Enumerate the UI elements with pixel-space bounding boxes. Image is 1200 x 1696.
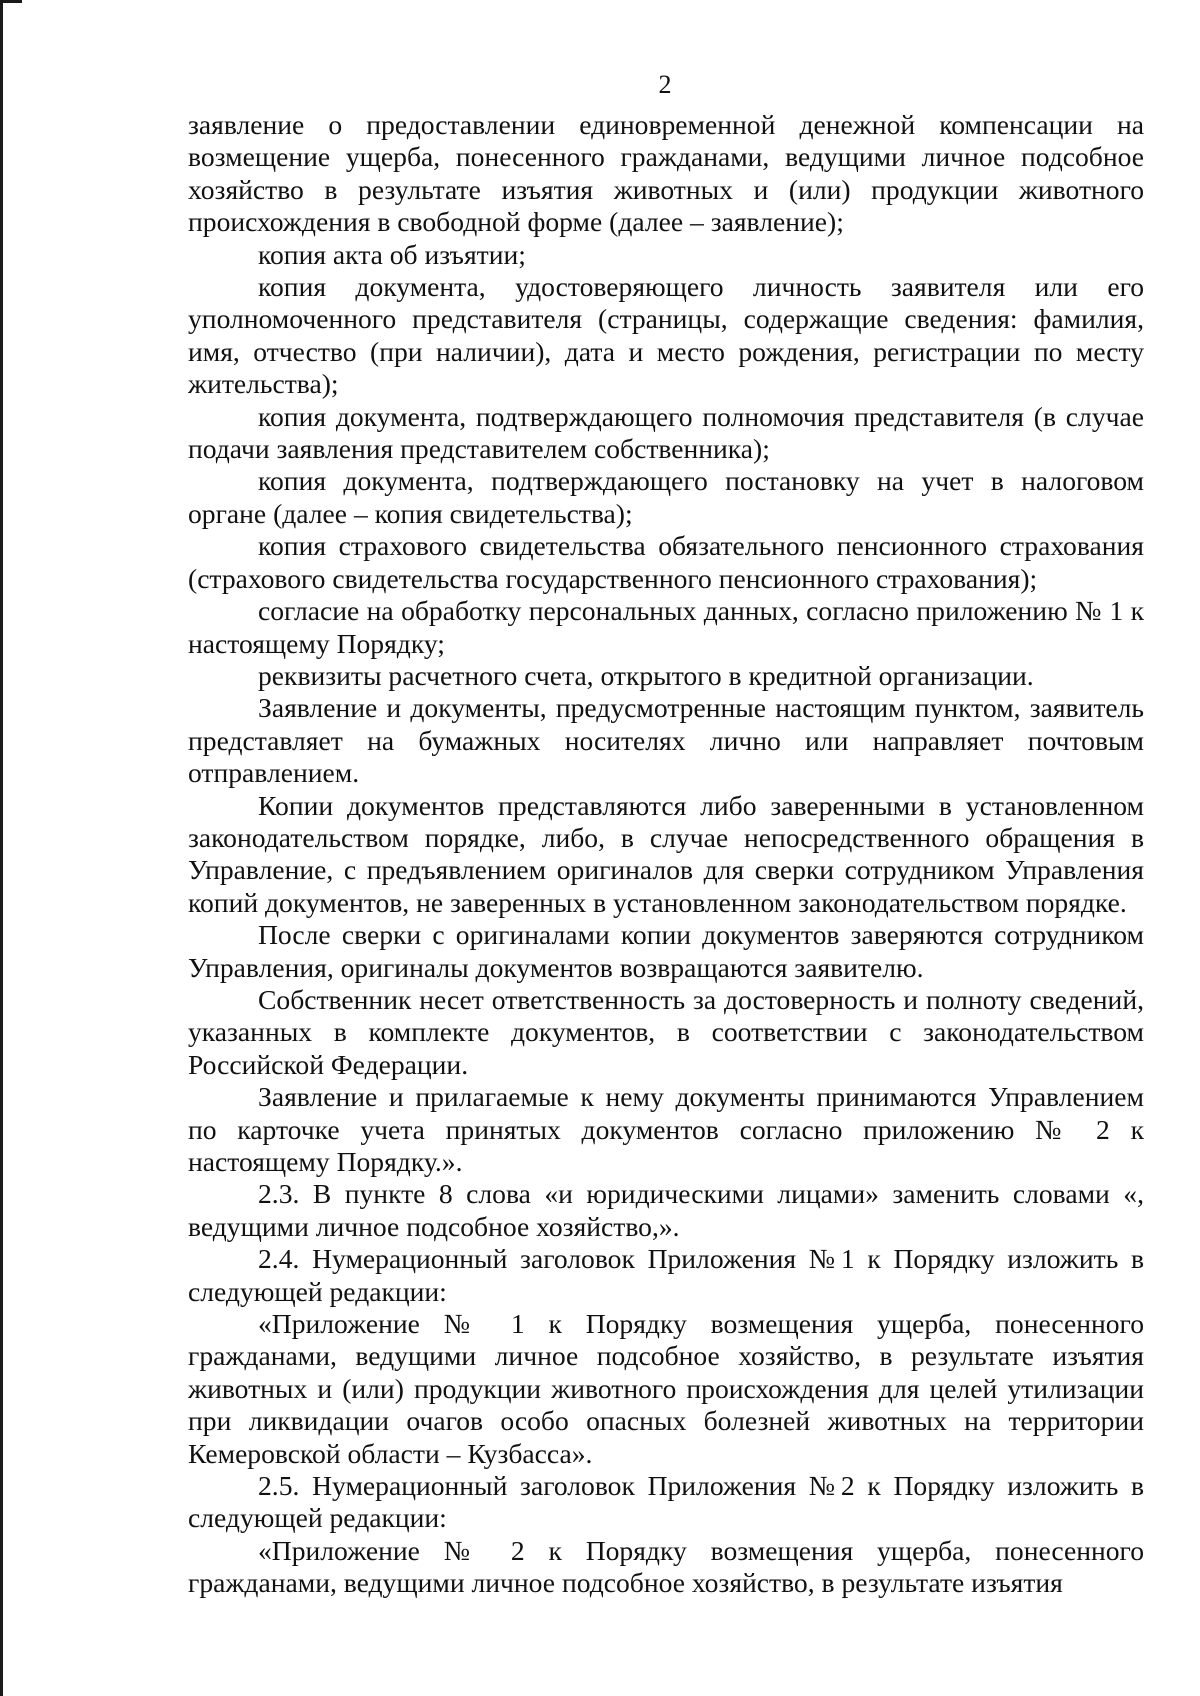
paragraph-appendix-2-heading: «Приложение № 2 к Порядку возмещения ущерба, понесенного гражданами, ведущими личное подсобное хозяйство, в результате изъятия [188,1534,1144,1599]
paragraph-authority-document-copy: копия документа, подтверждающего полномочия представителя (в случае подачи заявления представителем собственника); [188,400,1144,465]
paragraph-personal-data-consent: согласие на обработку персональных данных, согласно приложению № 1 к настоящему Порядку; [188,595,1144,659]
paragraph-appendix-1-heading: «Приложение № 1 к Порядку возмещения ущерба, понесенного гражданами, ведущими личное подсобное хозяйство, в результате изъятия животных и (или) продукции животного происхождения для целей утилизации при ликвидации очагов особо опасных болезней животных на территории Кемеровской области – Кузбасса». [188,1308,1144,1469]
paragraph-owner-responsibility: Собственник несет ответственность за достоверность и полноту сведений, указанных в комплекте документов, в соответствии с законодательством Российской Федерации. [188,983,1144,1080]
paragraph-document-copies: Копии документов представляются либо заверенными в установленном законодательством порядке, либо, в случае непосредственного обращения в Управление, с предъявлением оригиналов для сверки сотрудником Управления копий документов, не заверенных в установленном законодательством порядке. [188,789,1144,918]
paragraph-seizure-act-copy: копия акта об изъятии; [258,238,526,270]
paragraph-application: заявление о предоставлении единовременной денежной компенсации на возмещение ущерба, понесенного гражданами, ведущими личное подсобное хозяйство в результате изъятия животных и (или) продукции животного происхождения в свободной форме (далее – заявление); [188,109,1144,238]
paragraph-verification: После сверки с оригиналами копии документов заверяются сотрудником Управления, оригиналы документов возвращаются заявителю. [188,919,1144,983]
paragraph-item-2-5: 2.5. Нумерационный заголовок Приложения №2 к Порядку изложить в следующей редакции: [188,1470,1144,1534]
paragraph-submission-method: Заявление и документы, предусмотренные настоящим пунктом, заявитель представляет на бумажных носителях лично или направляет почтовым отправлением. [188,692,1144,789]
paragraph-item-2-3: 2.3. В пункте 8 слова «и юридическими лицами» заменить словами «, ведущими личное подсобное хозяйство,». [188,1178,1144,1242]
paragraph-identity-document-copy: копия документа, удостоверяющего личность заявителя или его уполномоченного представителя (страницы, содержащие сведения: фамилия, имя, отчество (при наличии), дата и место рождения, регистрации по месту жительства); [188,271,1144,400]
paragraph-pension-insurance-copy: копия страхового свидетельства обязательного пенсионного страхования (страхового свидетельства государственного пенсионного страхования); [188,530,1144,594]
scan-left-edge [0,0,3,1696]
paragraph-bank-details: реквизиты расчетного счета, открытого в кредитной организации. [258,659,1034,691]
paragraph-tax-registration-copy: копия документа, подтверждающего постановку на учет в налоговом органе (далее – копия свидетельства); [188,465,1144,529]
document-body [188,109,1144,1600]
scan-top-corner [0,0,22,3]
page-number: 2 [658,70,672,99]
paragraph-acceptance: Заявление и прилагаемые к нему документы принимаются Управлением по карточке учета принятых документов согласно приложению № 2 к настоящему Порядку.». [188,1081,1144,1177]
paragraph-item-2-4: 2.4. Нумерационный заголовок Приложения №1 к Порядку изложить в следующей редакции: [188,1243,1144,1307]
